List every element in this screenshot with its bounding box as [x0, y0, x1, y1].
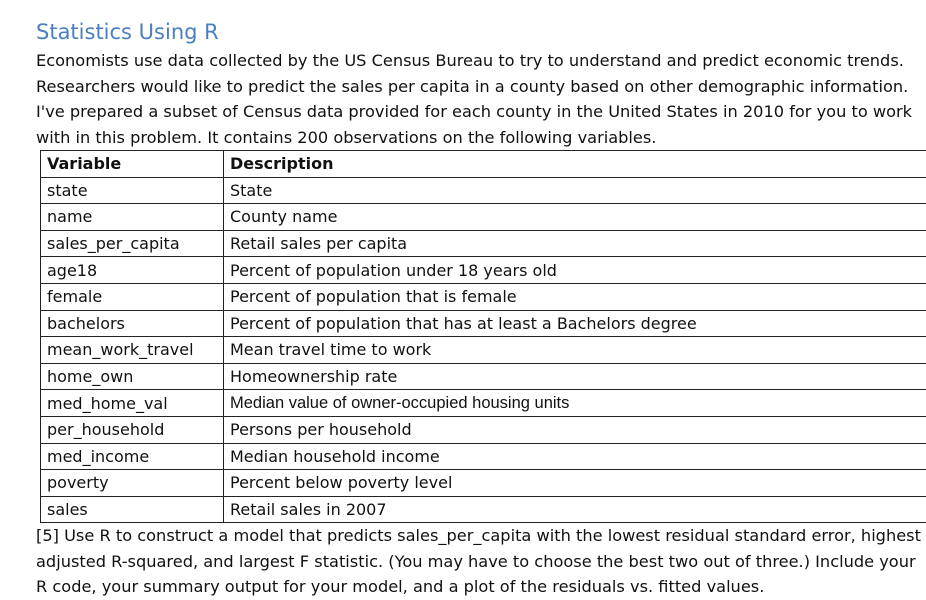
variable-cell: med_income: [41, 443, 224, 470]
variable-cell: med_home_val: [41, 390, 224, 417]
variable-cell: poverty: [41, 470, 224, 497]
description-cell: Percent below poverty level: [224, 470, 926, 497]
variable-cell: name: [41, 204, 224, 231]
table-row: [41, 337, 926, 364]
header-variable: Variable: [41, 151, 224, 178]
description-cell: Retail sales in 2007: [224, 496, 926, 523]
table-row: [41, 470, 926, 497]
variable-cell: state: [41, 177, 224, 204]
document: [36, 18, 926, 600]
table-row: [41, 283, 926, 310]
variable-cell: bachelors: [41, 310, 224, 337]
description-cell: Percent of population under 18 years old: [224, 257, 926, 284]
table-row: [41, 416, 926, 443]
description-cell: Percent of population that is female: [224, 283, 926, 310]
table-header-row: [41, 151, 926, 178]
description-cell: County name: [224, 204, 926, 231]
table-row: [41, 363, 926, 390]
table-row: [41, 257, 926, 284]
description-cell: Mean travel time to work: [224, 337, 926, 364]
description-cell: Median household income: [224, 443, 926, 470]
description-cell: Percent of population that has at least a Bachelors degree: [224, 310, 926, 337]
description-cell: Median value of owner-occupied housing units: [224, 390, 926, 417]
table-row: [41, 177, 926, 204]
description-cell: Retail sales per capita: [224, 230, 926, 257]
variables-table: [40, 150, 926, 523]
question-paragraph: [5] Use R to construct a model that predicts sales_per_capita with the lowest residual standard error, highest adjusted R-squared, and largest F statistic. (You may have to choose the best two out of three.) Include your R code, your summary output for your model, and a plot of the residuals vs. fitted values.: [36, 523, 926, 600]
variable-cell: age18: [41, 257, 224, 284]
variable-cell: sales: [41, 496, 224, 523]
intro-paragraph: Economists use data collected by the US Census Bureau to try to understand and predict economic trends. Researchers would like to predict the sales per capita in a county based on other demographic information. I've prepared a subset of Census data provided for each county in the United States in 2010 for you to work with in this problem. It contains 200 observations on the following variables.: [36, 48, 926, 150]
description-cell: Homeownership rate: [224, 363, 926, 390]
table-row: [41, 496, 926, 523]
table-row: [41, 310, 926, 337]
header-description: Description: [224, 151, 926, 178]
variable-cell: female: [41, 283, 224, 310]
variable-cell: mean_work_travel: [41, 337, 224, 364]
table-row: [41, 390, 926, 417]
variable-cell: home_own: [41, 363, 224, 390]
table-row: [41, 230, 926, 257]
variable-cell: per_household: [41, 416, 224, 443]
document-title: Statistics Using R: [36, 18, 926, 46]
table-row: [41, 443, 926, 470]
table-row: [41, 204, 926, 231]
description-cell: State: [224, 177, 926, 204]
description-cell: Persons per household: [224, 416, 926, 443]
variable-cell: sales_per_capita: [41, 230, 224, 257]
